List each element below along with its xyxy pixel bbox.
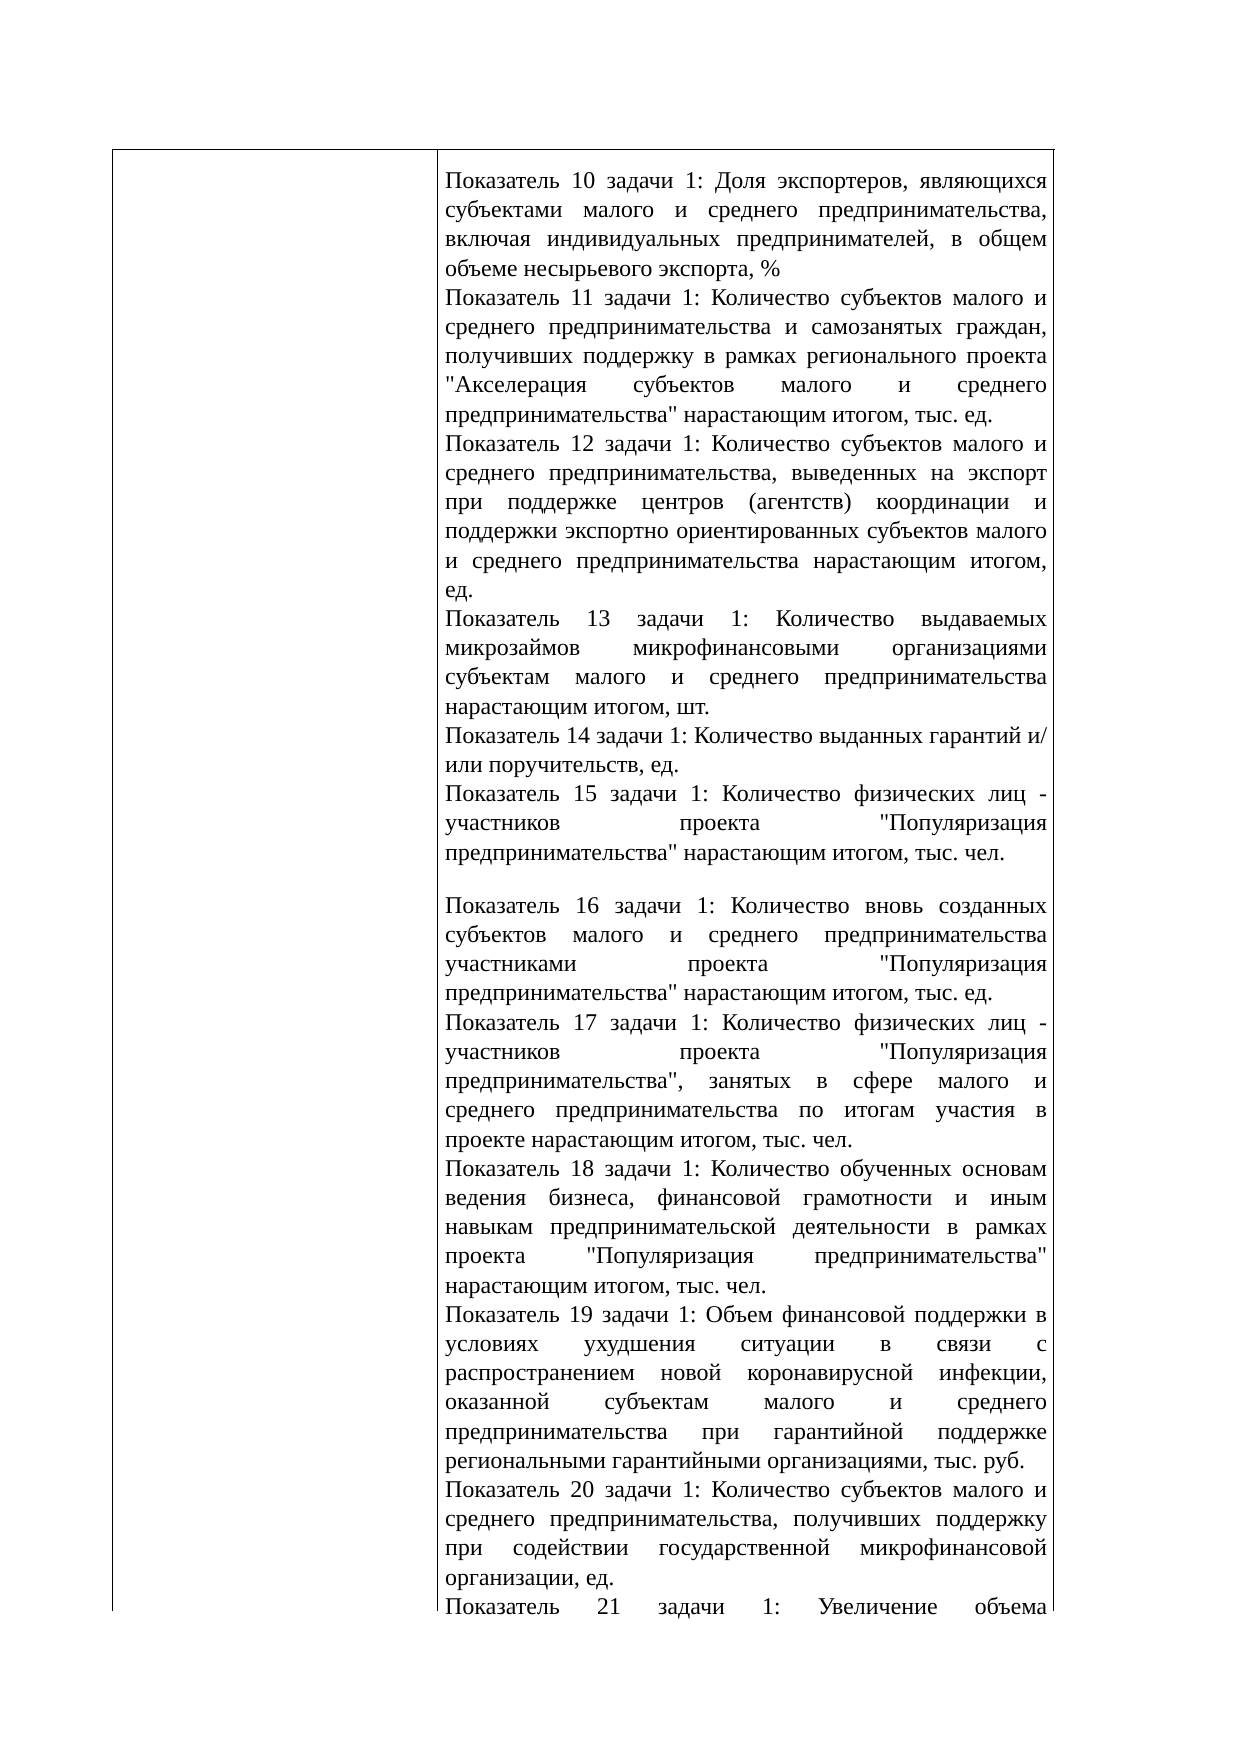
indicator-10: Показатель 10 задачи 1: Доля экспортеров, являющихся субъектами малого и среднего предпринимательства, включая индивидуальных предпринимателей, в общем объеме несырьевого экспорта, % — [445, 168, 1047, 282]
indicator-17: Показатель 17 задачи 1: Количество физических лиц - участников проекта "Популяризация предпринимательства", занятых в сфере малого и среднего предпринимательства по итогам участия в проекте нарастающим итогом, тыс. чел. — [445, 1009, 1047, 1153]
table-border-left — [112, 150, 113, 1611]
indicator-11: Показатель 11 задачи 1: Количество субъектов малого и среднего предпринимательства и самозанятых граждан, получивших поддержку в рамках регионального проекта "Акселерация субъектов малого и среднего предпринимательства" нарастающим итогом, тыс. ед. — [445, 284, 1047, 428]
indicator-19: Показатель 19 задачи 1: Объем финансовой поддержки в условиях ухудшения ситуации в связи с распространением новой коронавирусной инфекции, оказанной субъектам малого и среднего предпринимательства при гарантийной поддержке региональными гарантийными организациями, тыс. руб. — [445, 1301, 1047, 1474]
table-border-right — [1053, 150, 1054, 1611]
table-cell-left — [114, 150, 436, 1611]
indicator-15: Показатель 15 задачи 1: Количество физических лиц - участников проекта "Популяризация предпринимательства" нарастающим итогом, тыс. чел. — [445, 781, 1047, 866]
table-column-divider — [437, 150, 438, 1611]
indicator-18: Показатель 18 задачи 1: Количество обученных основам ведения бизнеса, финансовой грамотности и иным навыкам предпринимательской деятельности в рамках проекта "Популяризация предпринимательства" нарастающим итогом, тыс. чел. — [445, 1155, 1047, 1299]
indicator-14: Показатель 14 задачи 1: Количество выданных гарантий и/или поручительств, ед. — [445, 722, 1047, 779]
indicators-table — [112, 149, 1055, 1620]
indicator-16: Показатель 16 задачи 1: Количество вновь созданных субъектов малого и среднего предпринимательства участниками проекта "Популяризация предпринимательства" нарастающим итогом, тыс. ед. — [445, 892, 1047, 1007]
indicator-12: Показатель 12 задачи 1: Количество субъектов малого и среднего предпринимательства, выведенных на экспорт при поддержке центров (агентств) координации и поддержки экспортно ориентированных субъектов малого и среднего предпринимательства нарастающим итогом, ед. — [445, 430, 1047, 603]
indicator-13: Показатель 13 задачи 1: Количество выдаваемых микрозаймов микрофинансовыми организациями субъектам малого и среднего предпринимательства нарастающим итогом, шт. — [445, 606, 1047, 720]
indicator-20: Показатель 20 задачи 1: Количество субъектов малого и среднего предпринимательства, получивших поддержку при содействии государственной микрофинансовой организации, ед. — [445, 1476, 1047, 1591]
indicator-21: Показатель 21 задачи 1: Увеличение объема — [445, 1593, 1047, 1620]
table-cell-indicators — [445, 167, 1047, 1622]
